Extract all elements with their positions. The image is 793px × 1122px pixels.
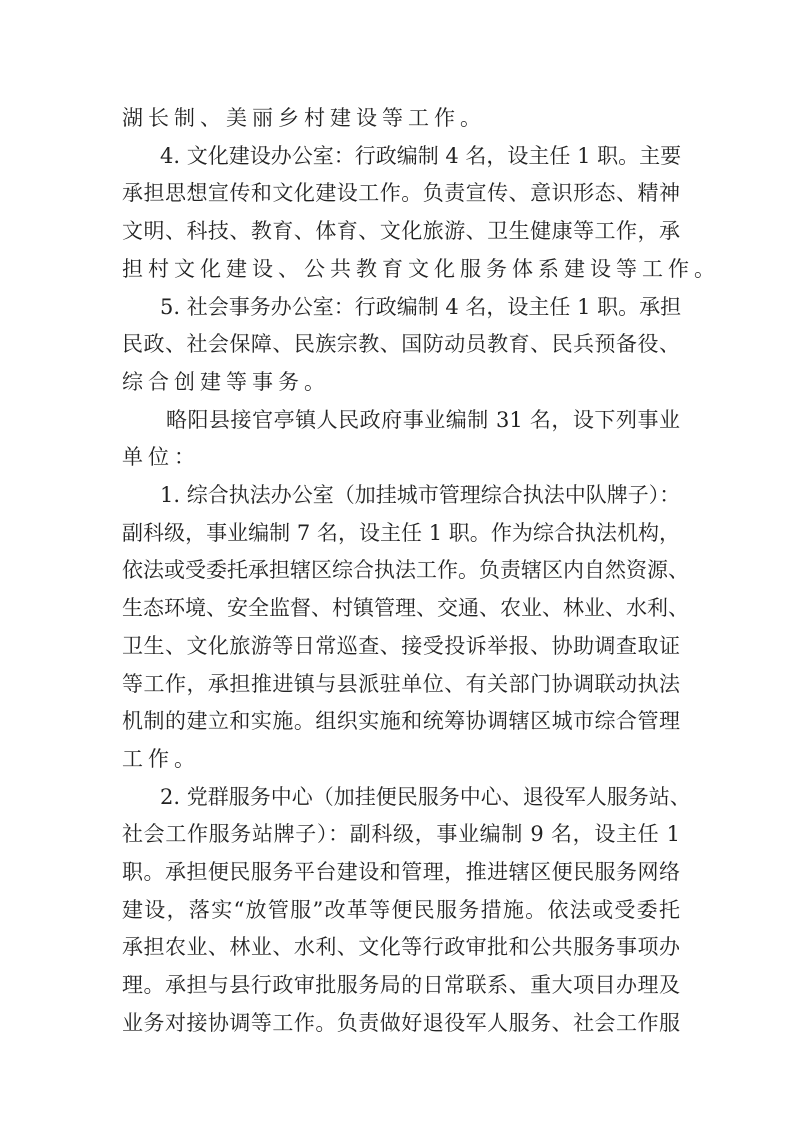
text-line: 工作。	[122, 746, 200, 771]
text-line: 综合创建等事务。	[122, 369, 330, 394]
text-line: 等工作，承担推进镇与县派驻单位、有关部门协调联动执法	[122, 671, 680, 696]
text-line: 承担农业、林业、水利、文化等行政审批和公共服务事项办	[122, 935, 680, 960]
text-line: 湖长制、美丽乡村建设等工作。	[122, 106, 486, 130]
text-line: 2. 党群服务中心（加挂便民服务中心、退役军人服务站、	[160, 784, 691, 809]
text-line: 依法或受委托承担辖区综合执法工作。负责辖区内自然资源、	[122, 558, 689, 583]
text-line: 社会工作服务站牌子）：副科级，事业编制 9 名，设主任 1	[122, 822, 680, 847]
text-line: 略阳县接官亭镇人民政府事业编制 31 名，设下列事业	[166, 407, 680, 432]
text-line: 承担思想宣传和文化建设工作。负责宣传、意识形态、精神	[122, 181, 680, 206]
text-line: 5. 社会事务办公室：行政编制 4 名，设主任 1 职。承担	[160, 294, 682, 319]
text-line: 生态环境、安全监督、村镇管理、交通、农业、林业、水利、	[122, 596, 689, 621]
text-line: 业务对接协调等工作。负责做好退役军人服务、社会工作服	[122, 1010, 680, 1035]
text-line: 1. 综合执法办公室（加挂城市管理综合执法中队牌子）：	[160, 483, 681, 507]
text-line: 建设，落实“放管服”改革等便民服务措施。依法或受委托	[122, 897, 680, 922]
text-line: 民政、社会保障、民族宗教、国防动员教育、民兵预备役、	[122, 332, 680, 357]
text-line: 理。承担与县行政审批服务局的日常联系、重大项目办理及	[122, 973, 680, 998]
text-line: 卫生、文化旅游等日常巡查、接受投诉举报、协助调查取证	[122, 633, 680, 658]
text-line: 文明、科技、教育、体育、文化旅游、卫生健康等工作，承	[122, 219, 680, 244]
text-line: 单位：	[122, 445, 200, 470]
text-line: 职。承担便民服务平台建设和管理，推进辖区便民服务网络	[122, 860, 680, 884]
text-line: 副科级，事业编制 7 名，设主任 1 职。作为综合执法机构，	[122, 520, 680, 545]
text-line: 担村文化建设、公共教育文化服务体系建设等工作。	[122, 256, 720, 281]
text-line: 4. 文化建设办公室：行政编制 4 名，设主任 1 职。主要	[160, 143, 682, 168]
text-line: 机制的建立和实施。组织实施和统筹协调辖区城市综合管理	[122, 709, 680, 734]
